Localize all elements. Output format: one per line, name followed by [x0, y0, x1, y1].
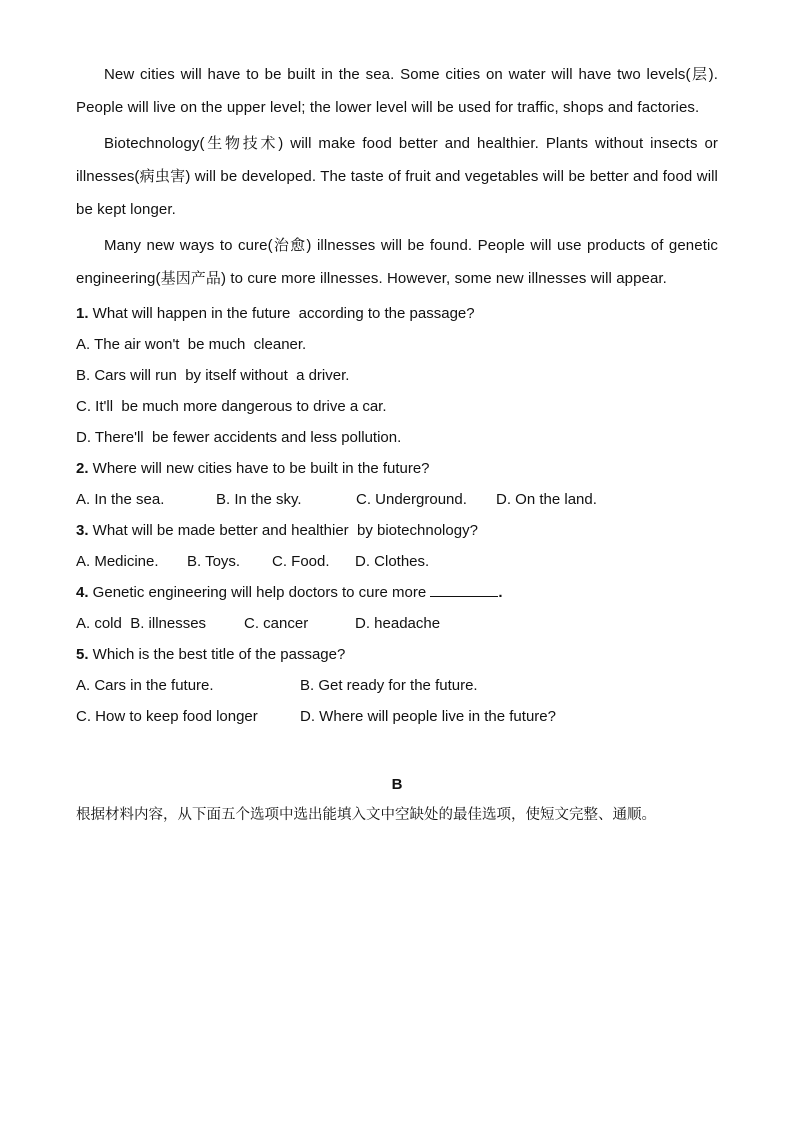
question-2-options: [76, 484, 718, 515]
question-4-options: [76, 608, 718, 639]
question-1-number: 1.: [76, 305, 89, 322]
question-2-option-b: B. In the sky.: [216, 491, 302, 508]
question-1-option-a: A. The air won't be much cleaner.: [76, 336, 307, 353]
answer-blank: [430, 582, 498, 597]
passage-paragraph-2: Biotechnology(生物技术) will make food better and healthier. Plants without insects or illnesses(病虫害) will be developed. The taste of fruit and vegetables will be better and food will be kept longer.: [76, 135, 718, 218]
question-5-options-row-1: [76, 670, 718, 701]
question-1-option-c: C. It'll be much more dangerous to drive a car.: [76, 398, 387, 415]
question-3-option-b: B. Toys.: [187, 553, 241, 570]
question-2-option-d: D. On the land.: [496, 491, 597, 508]
question-3-text: What will be made better and healthier by biotechnology?: [88, 522, 478, 539]
question-1-option-a-row: [76, 329, 718, 360]
question-1-text: What will happen in the future according to the passage?: [88, 305, 475, 322]
question-5-option-a: A. Cars in the future.: [76, 677, 214, 694]
question-1-option-d: D. There'll be fewer accidents and less pollution.: [76, 429, 402, 446]
question-3-option-c: C. Food.: [272, 553, 330, 570]
question-5: [76, 639, 718, 670]
section-b-title: B: [391, 776, 403, 793]
question-5-option-b: B. Get ready for the future.: [300, 677, 478, 694]
question-2-option-a: A. In the sea.: [76, 491, 165, 508]
question-1-option-b-row: [76, 360, 718, 391]
question-4-option-d: D. headache: [355, 615, 441, 632]
question-4-option-ab: A. cold B. illnesses: [76, 615, 207, 632]
question-3-option-a: A. Medicine.: [76, 553, 159, 570]
question-5-option-c: C. How to keep food longer: [76, 708, 258, 725]
question-5-options-row-2: [76, 701, 718, 732]
question-3-option-d: D. Clothes.: [355, 553, 430, 570]
section-b-instruction: 根据材料内容，从下面五个选项中选出能填入文中空缺处的最佳选项，使短文完整、通顺。: [76, 807, 656, 823]
question-4-end: .: [498, 584, 503, 601]
passage-paragraph-3: Many new ways to cure(治愈) illnesses will be found. People will use products of genetic engineering(基因产品) to cure more illnesses. However, some new illnesses will appear.: [76, 237, 718, 287]
question-2-option-c: C. Underground.: [356, 491, 467, 508]
question-5-number: 5.: [76, 646, 89, 663]
question-1-option-c-row: [76, 391, 718, 422]
question-2: [76, 453, 718, 484]
question-5-text: Which is the best title of the passage?: [88, 646, 346, 663]
document-page: [76, 58, 718, 830]
question-1-option-d-row: [76, 422, 718, 453]
question-4: [76, 577, 718, 608]
question-3-options: [76, 546, 718, 577]
question-4-text: Genetic engineering will help doctors to cure more: [88, 584, 431, 601]
question-5-option-d: D. Where will people live in the future?: [300, 708, 556, 725]
question-2-number: 2.: [76, 460, 89, 477]
question-1: [76, 298, 718, 329]
question-3: [76, 515, 718, 546]
question-4-number: 4.: [76, 584, 89, 601]
question-3-number: 3.: [76, 522, 89, 539]
question-4-option-c: C. cancer: [244, 615, 309, 632]
question-1-option-b: B. Cars will run by itself without a driver.: [76, 367, 350, 384]
passage-paragraph-1: New cities will have to be built in the sea. Some cities on water will have two levels(层). People will live on the upper level; the lower level will be used for traffic, shops and factories.: [76, 66, 718, 116]
question-2-text: Where will new cities have to be built in the future?: [88, 460, 430, 477]
